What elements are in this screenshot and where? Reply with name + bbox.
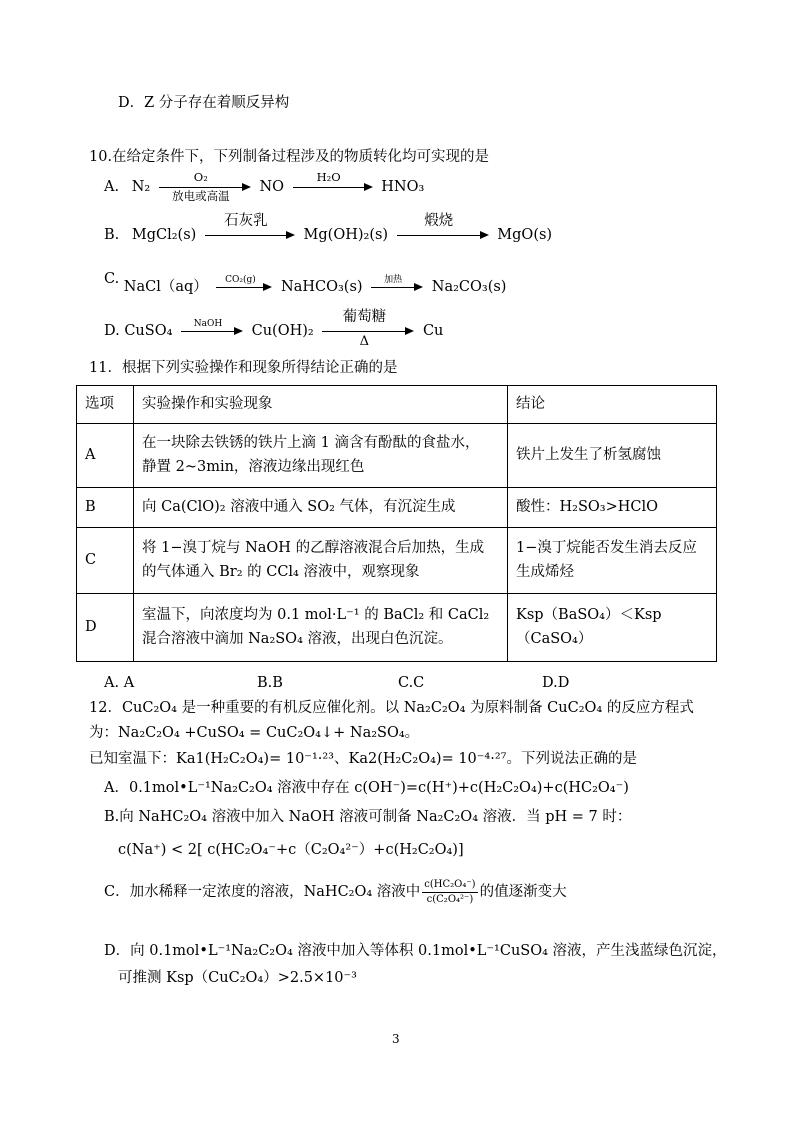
arrow-condition: NaOH bbox=[193, 318, 223, 329]
reaction-arrow bbox=[159, 170, 251, 203]
product: HNO₃ bbox=[381, 179, 425, 195]
row-conclusion bbox=[508, 528, 717, 594]
conclusion-line: 铁片上发生了析氢腐蚀 bbox=[516, 446, 661, 463]
reactant: MgCl₂(s) bbox=[131, 227, 197, 243]
arrow-condition: 放电或高温 bbox=[172, 189, 230, 203]
header-option: 选项 bbox=[77, 386, 134, 424]
conclusion-line: 1−溴丁烷能否发生消去反应 bbox=[516, 540, 697, 557]
operation-line: 将 1−溴丁烷与 NaOH 的乙醇溶液混合后加热，生成 bbox=[142, 540, 485, 557]
arrow-condition: 石灰乳 bbox=[224, 213, 268, 230]
reactant: N₂ bbox=[131, 179, 151, 195]
row-conclusion bbox=[508, 424, 717, 488]
q11-choice-d: D.D bbox=[542, 675, 570, 691]
row-operation bbox=[134, 488, 508, 528]
header-operation: 实验操作和实验现象 bbox=[134, 386, 508, 424]
row-operation bbox=[134, 528, 508, 594]
q12-option-d-line1: D．向 0.1mol•L⁻¹Na₂C₂O₄ 溶液中加入等体积 0.1mol•L⁻¹CuSO₄ 溶液，产生浅蓝绿色沉淀， bbox=[104, 943, 727, 959]
q11-choice-b: B.B bbox=[257, 675, 283, 691]
q12-option-b-line1: B.向 NaHC₂O₄ 溶液中加入 NaOH 溶液可制备 Na₂C₂O₄ 溶液．当 pH = 7 时： bbox=[104, 809, 632, 825]
arrow-condition: 葡萄糖 bbox=[342, 309, 387, 326]
q12-option-b-line2: c(Na⁺) < 2[ c(HC₂O₄⁻+c（C₂O₄²⁻）+c(H₂C₂O₄)] bbox=[118, 842, 464, 858]
row-option: A bbox=[77, 424, 134, 488]
option-label: B. bbox=[104, 227, 120, 243]
operation-line: 静置 2~3min，溶液边缘出现红色 bbox=[142, 458, 365, 475]
product: Na₂CO₃(s) bbox=[431, 279, 507, 295]
experiment-table bbox=[76, 385, 717, 662]
arrow-condition: 煅烧 bbox=[424, 213, 454, 230]
q12-option-d-line2: 可推测 Ksp（CuC₂O₄）>2.5×10⁻³ bbox=[118, 970, 357, 986]
fraction-denominator: c(C₂O₄²⁻) bbox=[426, 893, 474, 905]
row-operation bbox=[134, 424, 508, 488]
conclusion-line: 酸性：H₂SO₃>HClO bbox=[516, 498, 659, 515]
reactant: CuSO₄ bbox=[124, 323, 173, 339]
operation-line: 混合溶液中滴加 Na₂SO₄ 溶液，出现白色沉淀。 bbox=[142, 630, 453, 647]
table-row bbox=[77, 594, 717, 662]
option-label: D. bbox=[104, 323, 120, 339]
reaction-arrow bbox=[322, 309, 414, 349]
q11-choice-a: A. A bbox=[104, 675, 135, 691]
conclusion-line: 生成烯烃 bbox=[516, 563, 574, 580]
intermediate: Cu(OH)₂ bbox=[251, 323, 314, 339]
row-option: C bbox=[77, 528, 134, 594]
product: Cu bbox=[422, 323, 444, 339]
row-option: D bbox=[77, 594, 134, 662]
intermediate: NO bbox=[259, 179, 285, 195]
q12-stem-line2: 为：Na₂C₂O₄ +CuSO₄ = CuC₂O₄↓+ Na₂SO₄。 bbox=[89, 725, 420, 741]
option-c-text: 的值逐渐变大 bbox=[479, 884, 567, 900]
q12-option-c bbox=[104, 878, 567, 906]
arrow-condition: 加热 bbox=[384, 274, 403, 285]
reaction-arrow bbox=[397, 213, 489, 243]
reaction-arrow bbox=[181, 318, 243, 338]
option-c-text: C．加水稀释一定浓度的溶液，NaHC₂O₄ 溶液中 bbox=[104, 884, 421, 900]
row-conclusion bbox=[508, 594, 717, 662]
page-number: 3 bbox=[392, 1032, 400, 1046]
arrow-condition: CO₂(g) bbox=[225, 274, 256, 285]
q9-option-d: D．Z 分子存在着顺反异构 bbox=[118, 95, 290, 111]
arrow-condition: O₂ bbox=[193, 170, 208, 185]
table-header-row bbox=[77, 386, 717, 424]
q12-option-a: A．0.1mol•L⁻¹Na₂C₂O₄ 溶液中存在 c(OH⁻)=c(H⁺)+c(H₂C₂O₄)+c(HC₂O₄⁻) bbox=[104, 780, 629, 796]
q10-option-b bbox=[104, 213, 553, 246]
product: MgO(s) bbox=[497, 227, 553, 243]
reactant: NaCl（aq） bbox=[123, 279, 208, 295]
option-label: A. bbox=[104, 179, 120, 195]
operation-line: 室温下，向浓度均为 0.1 mol·L⁻¹ 的 BaCl₂ 和 CaCl₂ bbox=[142, 607, 490, 624]
q10-option-c bbox=[104, 271, 507, 298]
row-conclusion bbox=[508, 488, 717, 528]
concentration-ratio bbox=[422, 878, 477, 906]
q10-stem: 10.在给定条件下，下列制备过程涉及的物质转化均可实现的是 bbox=[89, 149, 490, 165]
q10-option-d bbox=[104, 309, 444, 349]
q11-stem: 11．根据下列实验操作和现象所得结论正确的是 bbox=[89, 360, 398, 376]
intermediate: NaHCO₃(s) bbox=[281, 279, 363, 295]
reaction-arrow bbox=[216, 274, 272, 294]
intermediate: Mg(OH)₂(s) bbox=[303, 227, 389, 243]
reaction-arrow bbox=[293, 170, 373, 195]
operation-line: 向 Ca(ClO)₂ 溶液中通入 SO₂ 气体，有沉淀生成 bbox=[142, 498, 456, 515]
fraction-numerator: c(HC₂O₄⁻) bbox=[422, 878, 477, 893]
reaction-arrow bbox=[205, 213, 295, 243]
q12-stem-line1: 12．CuC₂O₄ 是一种重要的有机反应催化剂。以 Na₂C₂O₄ 为原料制备 CuC₂O₄ 的反应方程式 bbox=[89, 700, 694, 716]
row-option: B bbox=[77, 488, 134, 528]
q10-option-a bbox=[104, 170, 425, 203]
q12-stem-line3: 已知室温下：Ka1(H₂C₂O₄)= 10⁻¹·²³、Ka2(H₂C₂O₄)= 10⁻⁴·²⁷。下列说法正确的是 bbox=[89, 751, 637, 767]
table-row bbox=[77, 528, 717, 594]
reaction-arrow bbox=[371, 274, 423, 294]
table-row bbox=[77, 488, 717, 528]
option-label: C. bbox=[104, 271, 120, 287]
arrow-condition: Δ bbox=[359, 334, 370, 349]
q11-choice-c: C.C bbox=[398, 675, 425, 691]
header-conclusion: 结论 bbox=[508, 386, 717, 424]
table-row bbox=[77, 424, 717, 488]
conclusion-line: Ksp（BaSO₄）＜Ksp（CaSO₄） bbox=[516, 607, 662, 647]
operation-line: 在一块除去铁锈的铁片上滴 1 滴含有酚酞的食盐水， bbox=[142, 435, 480, 452]
operation-line: 的气体通入 Br₂ 的 CCl₄ 溶液中，观察现象 bbox=[142, 563, 420, 580]
row-operation bbox=[134, 594, 508, 662]
arrow-condition: H₂O bbox=[316, 170, 341, 185]
